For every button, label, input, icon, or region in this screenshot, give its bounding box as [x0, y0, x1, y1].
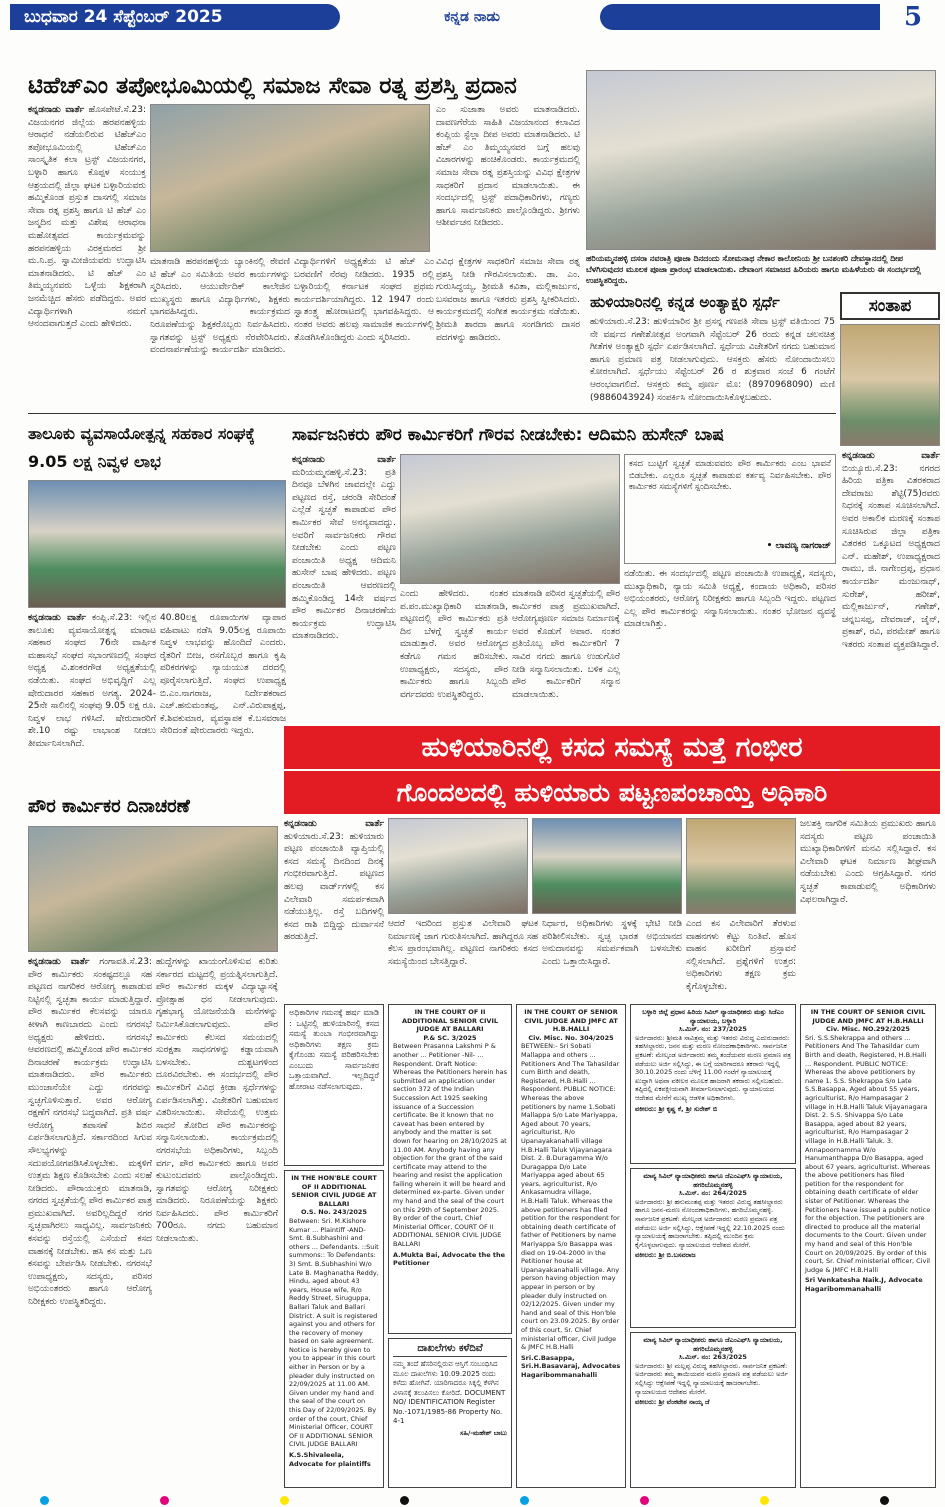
story4-quote-box: [624, 454, 836, 564]
court-notice-1-body: Between: Sri. M.Kishore Kumar ... Plaintiff -AND- Smt. B.Subhashini and others ... Defendants. ::Suit summons:: To Defendants: 3) Smt. B.Subhashini W/o Late B. Maghanatha Reddy, Hindu, aged about 43 years, House wife, R/o Reddy Street, Siruguppa, Ballari Taluk and Ballari District. A suit is registered against you and others for the recovery of money based on sale agreement. Notice is hereby given to you to appear in this court either in Person or by a pleader duly instructed on 22/09/2025 at 11.00 AM. Given under my hand and the seal of the court on this Day of 22/09/2025. By order of the court, Chief Ministerial Officer, COURT OF II ADDITIONAL SENIOR CIVIL JUDGE BALLARI: [289, 1216, 379, 1449]
story6-column-2: ಆದರೆ ಇದರಿಂದ ಪ್ರಸ್ತುತ ವಿಲೇವಾರಿ ಘಟಕ ನಿರ್ಮಾಣಕ್ಕೆ ಜಾಗ ಗುರುತಿಸಲಾಗಿದೆ. ಹಾಗಿದ್ದರೂ ಸಹ ಕೆಲಸ ಪ್ರಾರಂಭವಾಗಿಲ್ಲ. ಪಟ್ಟಣದ ನಾಗರಿಕರು ಕಸದ ಸಮಸ್ಯೆಯಿಂದ ಬೇಸತ್ತಿದ್ದಾರೆ.: [388, 919, 538, 967]
story5-column-1: [28, 956, 152, 1488]
story6-column-4: ಎಂದ ಕಸ ವಿಲೇವಾರಿಗೆ ತೆರಳುವ ವಾಹನಗಳು ಕೆಟ್ಟು ನಿಂತಿವೆ. ಹೊಸ ವಾಹನ ಖರೀದಿಗೆ ಪ್ರಸ್ತಾವನೆ ಸಲ್ಲಿಸಲಾಗಿದೆ. ಪ್ರಶ್ನೆಗಳಿಗೆ ಉತ್ತರ: ಅಧಿಕಾರಿಗಳು ತಕ್ಷಣ ಕ್ರಮ ಕೈಗೊಳ್ಳಬೇಕು.: [686, 919, 796, 992]
story1-text-1: ಹೊಸಪೇಟೆ.ಸೆ.23: ವಿಜಯನಗರ ಜಿಲ್ಲೆಯ ಹರಪನಹಳ್ಳಿಯ ಆರಾಧನೆ ನಡೆಯಲಿರುವ ಟಿಹೆಚ್ಎಂ ತಪೋಭೂಮಿಯಲ್ಲಿ ಟಿಹೆಚ್ಎಂ ಸಾಂಸ್ಕೃತಿಕ ಕಲಾ ಟ್ರಸ್ಟ್ ವಿಜಯನಗರ, ಬಳ್ಳಾರಿ ಹಾಗೂ ಕೊಪ್ಪಳ ಸಂಯುಕ್ತ ಆಶ್ರಯದಲ್ಲಿ ಜಿಲ್ಲಾ ಘಟಕ ಬಳ್ಳಾರಿಯವರು ಹಮ್ಮಿಕೊಂಡ ಪ್ರಸ್ತುತ ದಾಸಗಲ್ಲಿ ಸಮಾಜ ಸೇವಾ ರತ್ನ ಪ್ರಶಸ್ತಿ ಹಾಗೂ ಟಿ ಹೆಚ್ ಎಂ ಜನ್ಮದಿನ ಮತ್ತು ವಿಶೇಷ ಆರಾಧನಾ ಮಹೋತ್ಸವದ ಕಾರ್ಯಕ್ರಮವನ್ನು ಹರಪನಹಳ್ಳಿಯ ವಿರಕ್ತಮಠದ ಶ್ರೀ ಮ.ನಿ.ಪ್ರ. ಸ್ವಾಮೀಜಿಯವರು ಉದ್ಘಾಟಿಸಿ ಮಾತನಾಡಿದರು. ಟಿ ಹೆಚ್ ಎಂ ತಿಮ್ಮಯ್ಯನವರು ಒಳ್ಳೆಯ ಶಿಕ್ಷಕರಾಗಿ ಜನಮೆಚ್ಚಿದ ಹೆಸರು ಪಡೆದಿದ್ದರು. ಅವರ ವಿದ್ಯಾರ್ಥಿಗಳಾಗಿ ನಮಗೆ ಆನಂದವಾಗುತ್ತದೆ ಎಂದು ಹೇಳಿದರು.: [28, 105, 146, 330]
story1-column-2: ಎಂ ಸುಜಾತಾ ಅವರು ಮಾತನಾಡಿದರು. ದಾವಣಗೆರೆಯ ಸಾಹಿತಿ ವಿಜಯಾನಂದ ಕಲಾವಿದ ಕಂಪ್ಲಿಯ ಸ್ಟೆಲ್ಲಾ ದೀಪ ಅವರು ಮಾತನಾಡಿದರು. ಟಿ ಹೆಚ್ ಎಂ ತಿಮ್ಮಯ್ಯನವರ ಬಗ್ಗೆ ಹಲವು ವಿಚಾರಗಳನ್ನು ಹಂಚಿಕೊಂಡರು. ಕಾರ್ಯಕ್ರಮದಲ್ಲಿ ಸಮಾಜ ಸೇವಾ ರತ್ನ ಪ್ರಶಸ್ತಿಯನ್ನು ವಿವಿಧ ಕ್ಷೇತ್ರಗಳ ಸಾಧಕರಿಗೆ ಪ್ರದಾನ ಮಾಡಲಾಯಿತು. ಈ ಸಂದರ್ಭದಲ್ಲಿ ಟ್ರಸ್ಟ್ ಪದಾಧಿಕಾರಿಗಳು, ಗಣ್ಯರು ಹಾಗೂ ಸಾರ್ವಜನಿಕರು ಪಾಲ್ಗೊಂಡಿದ್ದರು. ಶ್ರೀಗಳು ಆಶೀರ್ವಚನ ನೀಡಿದರು.: [436, 105, 580, 229]
story6-byline: ಕನ್ನಡನಾಡು ವಾರ್ತೆ: [284, 819, 384, 829]
registration-dot-yellow-2: [760, 1496, 769, 1505]
story1-photo-temple-pooja: [586, 70, 936, 250]
kannada-court-notice-1-body: ಅರ್ಜಿದಾರರು: ಶ್ರೀಮತಿ ಸಾವಿತ್ರಮ್ಮ ಮತ್ತು ಇತರರು ವಿರುದ್ಧ ಎದುರುದಾರರು: ತಹಸೀಲ್ದಾರರು, ಜನನ ಮತ್ತು ಮರಣ ನೋಂದಣಾಧಿಕಾರಿಗಳು. ಸಾರ್ವಜನಿಕ ಪ್ರಕಟಣೆ: ಮೇಲ್ಕಂಡ ಅರ್ಜಿದಾರರು ತಮ್ಮ ತಂದೆಯವರ ಮರಣ ಪ್ರಮಾಣ ಪತ್ರ ಪಡೆಯಲು ಅರ್ಜಿ ಸಲ್ಲಿಸಿದ್ದು, ಈ ಬಗ್ಗೆ ಯಾರಿಗಾದರೂ ತಕರಾರು ಇದ್ದಲ್ಲಿ 30.10.2025 ರಂದು ಬೆಳಿಗ್ಗೆ 11.00 ಗಂಟೆಗೆ ನ್ಯಾಯಾಲಯಕ್ಕೆ ಖುದ್ದಾಗಿ ಅಥವಾ ವಕೀಲರ ಮೂಲಕ ಹಾಜರಾಗಿ ತಕರಾರು ಸಲ್ಲಿಸಬಹುದು. ತಪ್ಪಿದಲ್ಲಿ ಏಕಪಕ್ಷೀಯವಾಗಿ ತೀರ್ಮಾನಿಸಲಾಗುವುದು. ನ್ಯಾಯಾಲಯದ ಆದೇಶದ ಮೇರೆಗೆ ಮುಖ್ಯ ಆಡಳಿತ ಅಧಿಕಾರಿಗಳು.: [635, 1033, 791, 1102]
court-notice-4-case: Civ. Misc. NO.292/2025: [826, 1025, 910, 1034]
court-notice-3-case: Civ. Misc. No. 304/2025: [528, 1033, 614, 1042]
story4-text-1: ಮರಿಯಮ್ಮನಹಳ್ಳಿ.ಸೆ.23: ಪ್ರತಿ ದಿನವೂ ಬೆಳಗಿನ ಜಾವದಲ್ಲೇ ಎದ್ದು ಪಟ್ಟಣದ ರಸ್ತೆ, ಚರಂಡಿ ಸೇರಿದಂತೆ ಎಲ್ಲೆಡೆ ಸ್ವಚ್ಛತೆ ಕಾಪಾಡುವ ಪೌರ ಕಾರ್ಮಿಕರ ಸೇವೆ ಅನನ್ಯವಾದದ್ದು. ಅವರಿಗೆ ಸಾರ್ವಜನಿಕರು ಗೌರವ ನೀಡಬೇಕು ಎಂದು ಪಟ್ಟಣ ಪಂಚಾಯಿತಿ ಅಧ್ಯಕ್ಷ ಆದಿಮನಿ ಹುಸೇನ್ ಬಾಷ ಹೇಳಿದರು. ಪಟ್ಟಣ ಪಂಚಾಯಿತಿ ಆವರಣದಲ್ಲಿ ಹಮ್ಮಿಕೊಂಡಿದ್ದ 14ನೇ ವರ್ಷದ ಪೌರ ಕಾರ್ಮಿಕರ ದಿನಾಚರಣೆಯ ಕಾರ್ಯಕ್ರಮ ಉದ್ಘಾಟಿಸಿ ಮಾತನಾಡಿದರು.: [292, 467, 396, 642]
story3-column-2: 40.80ಲಕ್ಷ ರೂಪಾಯಿಗಳ ವ್ಯಾಪಾರ ವಹಿವಾಟು ನಡೆಸಿ 9.05ಲಕ್ಷ ರೂಪಾಯಿ ನಿವ್ವಳ ಲಾಭವನ್ನು ಹೊಂದಿದೆ ಎಂದರು. ರೈತರಿಗೆ ಬೀಜ, ರಸಗೊಬ್ಬರ ಹಾಗೂ ಕೃಷಿ ಪರಿಕರಗಳನ್ನು ನ್ಯಾಯಯುತ ದರದಲ್ಲಿ ಪೂರೈಸಲಾಗುತ್ತಿದೆ. ಸಂಘದ ಉಪಾಧ್ಯಕ್ಷ ಬಿ.ಎಂ.ನಾಗರಾಜ, ನಿರ್ದೇಶಕರಾದ ಎಚ್.ಹನುಮಂತಪ್ಪ, ಎನ್.ವಿರುಪಾಕ್ಷಪ್ಪ, ಕೆ.ಶಿವಕುಮಾರ, ವ್ಯವಸ್ಥಾಪಕ ಕೆ.ಬಸವರಾಜ ಸೇರಿದಂತೆ ಷೇರುದಾರರು ಇದ್ದರು.: [160, 613, 286, 737]
story3-byline: ಕನ್ನಡನಾಡು ವಾರ್ತೆ: [28, 613, 86, 623]
lost-documents-sign: ಸಹಿ/-ಮಹೇಶ್ ಬಾಬು: [460, 1428, 507, 1437]
story3-text-1: ಕಂಪ್ಲಿ.ಸೆ.23: ಇಲ್ಲಿನ ತಾಲೂಕು ವ್ಯವಸಾಯೋತ್ಪನ್ನ ಮಾರಾಟ ಸಹಕಾರ ಸಂಘದ 76ನೇ ವಾರ್ಷಿಕ ಮಹಾಸಭೆ ಸಂಘದ ಸಭಾಂಗಣದಲ್ಲಿ ಸಂಘದ ಅಧ್ಯಕ್ಷ ವಿ.ಶಂಕರಗೌಡ ಅಧ್ಯಕ್ಷತೆಯಲ್ಲಿ ನಡೆಯಿತು. ಸಂಘದ ಅಭಿವೃದ್ಧಿಗೆ ಎಲ್ಲ ಷೇರುದಾರರ ಸಹಕಾರ ಅಗತ್ಯ. 2024-25ನೇ ಸಾಲಿನಲ್ಲಿ ಸಂಘವು 9.05 ಲಕ್ಷ ರೂ. ನಿವ್ವಳ ಲಾಭ ಗಳಿಸಿದೆ. ಷೇರುದಾರರಿಗೆ ಶೇ.10 ರಷ್ಟು ಲಾಭಾಂಶ ನೀಡಲು ತೀರ್ಮಾನಿಸಲಾಗಿದೆ.: [28, 613, 156, 749]
story5-column-2: ಹುದ್ದೆಗಳನ್ನು ಖಾಯಂಗೊಳಿಸುವ ಕುರಿತು ಸರ್ಕಾರದ ಮಟ್ಟದಲ್ಲಿ ಪ್ರಯತ್ನಿಸಲಾಗುತ್ತಿದೆ. ಪೌರ ಕಾರ್ಮಿಕರ ಮಕ್ಕಳ ವಿದ್ಯಾಭ್ಯಾಸಕ್ಕೆ ಪ್ರೋತ್ಸಾಹ ಧನ ನೀಡಲಾಗುವುದು. ಗೃಹಭಾಗ್ಯ ಯೋಜನೆಯಡಿ ಮನೆಗಳನ್ನು ನಿರ್ಮಿಸಿಕೊಡಲಾಗುವುದು. ಪೌರ ಕಾರ್ಮಿಕರು ಕೆಲಸದ ಸಮಯದಲ್ಲಿ ಸುರಕ್ಷತಾ ಸಾಧನಗಳನ್ನು ಕಡ್ಡಾಯವಾಗಿ ಬಳಸಬೇಕು. ದುಶ್ಚಟಗಳಿಂದ ದೂರವಿರಬೇಕು. ಈ ಸಂದರ್ಭದಲ್ಲಿ ಪೌರ ಕಾರ್ಮಿಕರಿಗೆ ವಿವಿಧ ಕ್ರೀಡಾ ಸ್ಪರ್ಧೆಗಳನ್ನು ಏರ್ಪಡಿಸಲಾಗಿತ್ತು. ವಿಜೇತರಿಗೆ ಬಹುಮಾನ ವಿತರಿಸಲಾಯಿತು. ಸೇವೆಯಲ್ಲಿ ಉತ್ತಮ ಸಾಧನೆ ತೋರಿದ ಪೌರ ಕಾರ್ಮಿಕರನ್ನು ಸನ್ಮಾನಿಸಲಾಯಿತು. ಕಾರ್ಯಕ್ರಮದಲ್ಲಿ ನಗರಸಭೆಯ ಅಧಿಕಾರಿಗಳು, ಸಿಬ್ಬಂದಿ ವರ್ಗ, ಪೌರ ಕಾರ್ಮಿಕರು ಹಾಗೂ ಅವರ ಕುಟುಂಬದವರು ಪಾಲ್ಗೊಂಡಿದ್ದರು. ಸ್ವಾಗತವನ್ನು ಆರೋಗ್ಯ ನಿರೀಕ್ಷಕರು ಮಾಡಿದರು. ನಿರೂಪಣೆಯನ್ನು ಶಿಕ್ಷಕರು ನಿರ್ವಹಿಸಿದರು. ಪೌರ ಕಾರ್ಮಿಕರಿಗೆ 700ರೂ. ನಗದು ಬಹುಮಾನ ನೀಡಲಾಯಿತು.: [156, 957, 278, 1245]
story4-quote-attribution: • ಲಾವಣ್ಯ ನಾಗರಾಜ್: [766, 541, 831, 551]
story4-byline: ಕನ್ನಡನಾಡು ವಾರ್ತೆ: [292, 455, 396, 465]
header-date: ಬುಧವಾರ 24 ಸೆಪ್ಟೆಂಬರ್ 2025: [10, 4, 340, 30]
story4-column-1: [292, 454, 396, 724]
kannada-court-notice-3-case: ಸಿ.ಮಿಸ್. ನಂ: 263/2025: [679, 1353, 747, 1362]
kannada-court-notice-3-body: ಅರ್ಜಿದಾರರು: ಶ್ರೀ ಮಲ್ಲಪ್ಪ ವಿರುದ್ಧ ತಹಸೀಲ್ದಾರರು. ಸಾರ್ವಜನಿಕ ಪ್ರಕಟಣೆ: ಅರ್ಜಿದಾರರು ತಮ್ಮ ತಾಯಿಯವರ ಮರಣ ಪ್ರಮಾಣ ಪತ್ರ ಪಡೆಯಲು ಅರ್ಜಿ ಸಲ್ಲಿಸಿದ್ದು ಆಕ್ಷೇಪಣೆ ಇದ್ದಲ್ಲಿ ನ್ಯಾಯಾಲಯಕ್ಕೆ ಹಾಜರಾಗಬೇಕು. ನ್ಯಾಯಾಲಯದ ಆದೇಶದ ಮೇರೆಗೆ.: [635, 1361, 788, 1396]
page-header: [0, 0, 945, 34]
story4-column-4: ನಡೆಯಿತು. ಈ ಸಂದರ್ಭದಲ್ಲಿ ಪಟ್ಟಣ ಪಂಚಾಯಿತಿ ಉಪಾಧ್ಯಕ್ಷೆ, ಸದಸ್ಯರು, ಮುಖ್ಯಾಧಿಕಾರಿ, ನ್ಯಾಯ ಸಮಿತಿ ಅಧ್ಯಕ್ಷೆ, ಕಂದಾಯ ಅಧಿಕಾರಿ, ಪರಿಸರ ಅಭಿಯಂತರರು, ಆರೋಗ್ಯ ನಿರೀಕ್ಷಕರು ಹಾಗೂ ಸಿಬ್ಬಂದಿ ಇದ್ದರು. ಪಟ್ಟಣದ ಎಲ್ಲ ಪೌರ ಕಾರ್ಮಿಕರನ್ನು ಸನ್ಮಾನಿಸಲಾಯಿತು. ನಂತರ ಭೋಜನ ವ್ಯವಸ್ಥೆ ಮಾಡಲಾಗಿತ್ತು.: [624, 569, 836, 630]
story5-byline: ಕನ್ನಡನಾಡು ವಾರ್ತೆ: [28, 957, 90, 967]
banner-headline-line-2: ಗೊಂದಲದಲ್ಲಿ ಹುಳಿಯಾರು ಪಟ್ಟಣಪಂಚಾಯ್ತಿ ಅಧಿಕಾರಿ: [284, 771, 940, 814]
obituary-heading: ಸಂತಾಪ: [840, 292, 940, 320]
story4-column-2: ಎಂದು ಹೇಳಿದರು. ನಂತರ ಪ.ಪಂ.ಮುಖ್ಯಾಧಿಕಾರಿ ಮಾತನಾಡಿ, ಪಟ್ಟಣದಲ್ಲಿ ಪೌರ ಕಾರ್ಮಿಕರು ಪ್ರತಿ ದಿನ ಬೆಳಗ್ಗೆ ಸ್ವಚ್ಛತೆ ಕಾರ್ಯ ಮಾಡುತ್ತಾರೆ. ಅವರ ಆರೋಗ್ಯದ ಕಡೆಗೂ ಗಮನ ಹರಿಸಬೇಕು. ಉಪಾಧ್ಯಕ್ಷರು, ಸದಸ್ಯರು, ಪೌರ ಕಾರ್ಮಿಕರು ಹಾಗೂ ಸಿಬ್ಬಂದಿ ವರ್ಗದವರು ಉಪಸ್ಥಿತರಿದ್ದರು.: [400, 589, 508, 700]
court-notice-2-sign: A.Mukta Bai, Advocate the the Petitioner: [393, 1250, 506, 1268]
lost-documents-notice: [388, 1338, 512, 1488]
registration-dot-cyan-2: [520, 1496, 529, 1505]
story6-column-1: [284, 818, 384, 998]
story2-body: ಹುಳಿಯಾರು.ಸೆ.23: ಹುಳಿಯಾರಿನ ಶ್ರೀ ಪ್ರಸನ್ನ ಗಣಪತಿ ಸೇವಾ ಟ್ರಸ್ಟ್ ವತಿಯಿಂದ 75 ನೇ ವರ್ಷದ ಗಣೇಶೋತ್ಸವ ಅಂಗವಾಗಿ ಸೆಪ್ಟೆಂಬರ್ 26 ರಂದು ಕನ್ನಡ ಚಲನಚಿತ್ರ ಗೀತೆಗಳ ಅಂತ್ಯಾಕ್ಷರಿ ಸ್ಪರ್ಧೆ ಏರ್ಪಡಿಸಲಾಗಿದೆ. ಸ್ಪರ್ಧೆಯ ವಿಜೇತರಿಗೆ ನಗದು ಬಹುಮಾನ ಹಾಗೂ ಪ್ರಮಾಣ ಪತ್ರ ನೀಡಲಾಗುವುದು. ಆಸಕ್ತರು ಹೆಸರು ನೋಂದಾಯಿಸಲು ಕೋರಲಾಗಿದೆ. ಸ್ಪರ್ಧೆಯು ಸೆಪ್ಟೆಂಬರ್ 26 ರ ಶುಕ್ರವಾರ ಸಂಜೆ 6 ಗಂಟೆಗೆ ಆರಂಭವಾಗಲಿದೆ. ಆಸಕ್ತರು ಕಮ್ಮ ಪೂರ್ಣ ಮೊ: (8970968090) ಮಣಿ (9886043924) ಸಂಪರ್ಕಿಸಿ ನೋಂದಾಯಿಸಿಕೊಳ್ಳಬಹುದು.: [590, 317, 835, 403]
kannada-court-notice-2-title: ಮಾನ್ಯ ಸಿವಿಲ್ ನ್ಯಾಯಾಧೀಶರು ಹಾಗೂ ಜೆಎಂಎಫ್‌ಸಿ ನ್ಯಾಯಾಲಯ, ಹಗರಿಬೊಮ್ಮನಹಳ್ಳಿ: [643, 1172, 783, 1189]
story6-column-3: ನಿರ್ಧಾರ, ಅಧಿಕಾರಿಗಳು ಸ್ಥಳಕ್ಕೆ ಭೇಟಿ ನೀಡಿ ಪರಿಶೀಲಿಸಬೇಕು. ಸ್ವಚ್ಛ ಭಾರತ ಅಭಿಯಾನದ ಅನುದಾನವನ್ನು ಸಮರ್ಪಕವಾಗಿ ಬಳಸಬೇಕು ಎಂದು ಒತ್ತಾಯಿಸಿದ್ದಾರೆ.: [542, 919, 682, 967]
court-notice-1: [284, 1170, 384, 1488]
court-notice-4-title: IN THE COURT OF SENIOR CIVIL JUDGE AND JMFC AT H.B.HALLI: [810, 1008, 926, 1025]
story1-headline: ಟಿಹೆಚ್ಎಂ ತಪೋಭೂಮಿಯಲ್ಲಿ ಸಮಾಜ ಸೇವಾ ರತ್ನ ಪ್ರಶಸ್ತಿ ಪ್ರದಾನ: [28, 73, 517, 99]
story4-quote-text: ಕಸದ ಬುಟ್ಟಿಗೆ ಸ್ವಚ್ಛತೆ ಮಾಡುವವರು ಪೌರ ಕಾರ್ಮಿಕರು ಎಂಬ ಭಾವನೆ ಬಿಡಬೇಕು. ಎಲ್ಲರೂ ಸ್ವಚ್ಛತೆ ಕಾಪಾಡುವ ಕರ್ತವ್ಯ ನಿರ್ವಹಿಸಬೇಕು. ಪೌರ ಕಾರ್ಮಿಕರ ಸಮಸ್ಯೆಗಳಿಗೆ ಸ್ಪಂದಿಸಬೇಕು.: [629, 459, 831, 492]
kannada-court-notice-3-sign: ವಕೀಲರು: ಶ್ರೀ ವೆಂಕಟೇಶ ನಾಯ್ಕ ಜೆ: [635, 1398, 710, 1407]
court-notice-4: [800, 1004, 936, 1488]
registration-dot-black: [400, 1496, 409, 1505]
page-number: 5: [903, 2, 923, 32]
court-notice-3-title: IN THE COURT OF SENIOR CIVIL JUDGE AND JMFC AT H.B.HALLI: [524, 1008, 618, 1034]
kannada-court-notice-1-title: ಬಳ್ಳಾರಿ ಜಿಲ್ಲೆ ಪ್ರಧಾನ ಹಿರಿಯ ಸಿವಿಲ್ ನ್ಯಾಯಾಧೀಶರು ಮತ್ತು ಸಿಜೆಎಂ ನ್ಯಾಯಾಲಯ, ಬಳ್ಳಾರಿ: [642, 1008, 784, 1025]
story6-photo-garbage-truck: [532, 818, 682, 914]
banner-headline-line-1: ಹುಳಿಯಾರಿನಲ್ಲಿ ಕಸದ ಸಮಸ್ಯೆ ಮತ್ತೆ ಗಂಭೀರ: [284, 726, 940, 769]
story6-column-5: ಜಲಶಕ್ತಿ ನಾಗರಿಕ ಸಮಿತಿಯ ಪ್ರಮುಖರು ಹಾಗೂ ಸದಸ್ಯರು ಪಟ್ಟಣ ಪಂಚಾಯಿತಿ ಮುಖ್ಯಾಧಿಕಾರಿಗಳಿಗೆ ಮನವಿ ಸಲ್ಲಿಸಿದ್ದಾರೆ. ಕಸ ವಿಲೇವಾರಿ ಘಟಕ ನಿರ್ಮಾಣ ಶೀಘ್ರವಾಗಿ ನಡೆಯಬೇಕು ಎಂದು ಆಗ್ರಹಿಸಿದ್ದಾರೆ. ನಗರ ಸ್ವಚ್ಛತೆ ಕಾಪಾಡುವಲ್ಲಿ ಅಧಿಕಾರಿಗಳು ವಿಫಲರಾಗಿದ್ದಾರೆ.: [800, 819, 936, 905]
court-notice-3: [516, 1004, 626, 1488]
story1-photo-caption: ಹರಿಯಮ್ಮನಹಳ್ಳಿ ದಸರಾ ನವರಾತ್ರಿ ಪೂಜಾ ದಿನದಂದು ಸೋಮನಾಥ ನೇಕಾರ ಕಾಲೋನಿಯ ಶ್ರೀ ಬನಶಂಕರಿ ದೇವಸ್ಥಾನದಲ್ಲಿ ದೀಪ ಬೆಳಗಿಸುವುದರ ಮೂಲಕ ಪೂಜಾ ಪ್ರಾರಂಭ ಮಾಡಲಾಯಿತು. ದೇವಾಂಗ ಸಮಾಜದ ಹಿರಿಯರು ಹಾಗೂ ಮಹಿಳೆಯರು ಈ ಸಂದರ್ಭದಲ್ಲಿ ಉಪಸ್ಥಿತರಿದ್ದರು.: [586, 254, 921, 285]
story1-column-4: ವಿದ್ಯಾರ್ಥಿಗಳಿಗೆ ಅಧ್ಯಕ್ಷತೆಯ ಟಿ ಹೆಚ್ ಎಂ ಬರವಣಿಗೆ ನೆರವು ನೀಡಿದರು. 1935 ರಲ್ಲಿ ಬಳ್ಳಾರಿಯಲ್ಲಿ ಕರ್ನಾಟಕ ಸಂಘದ ಪ್ರಥಮ ಕಾರ್ಯದರ್ಶಿಯಾಗಿದ್ದರು. 12 1947 ರಂದು ಸ್ವಾತಂತ್ರ್ಯ ಹೋರಾಟದಲ್ಲಿ ಭಾಗವಹಿಸಿದ್ದರು. ಆ ನಂತರ ಅವರು ಹಲವು ಸಾಮಾಜಿಕ ಕಾರ್ಯಗಳಲ್ಲಿ ತೊಡಗಿಸಿಕೊಂಡಿದ್ದರು ಎಂದು ಸ್ಮರಿಸಿದರು.: [294, 257, 434, 343]
obituary-byline: ಕನ್ನಡನಾಡು ವಾರ್ತೆ: [842, 451, 940, 461]
story3-photo-meeting: [28, 480, 286, 608]
court-notice-2-body: Between Prasanna Lakshmi P & another ... Petitioner -Nil- ... Respondent. Draft Notice: Whereas the Petitioners herein has submitted an application under section 372 of the Indian Succession Act 1925 seeking issuance of a Succession certificate. Be it known that no caveat has been entered by anybody and the matter is set down for hearing on 28/10/2025 at 11.00 AM. Anybody having any objection for the grant of the said certificate may attend to the hearing and resist the application failing wherein it will be heard and determined ex-parte. Given under my hand and the seal of the court on this 29th of September 2025. By order of the court, Chief Ministerial Officer, COURT OF II ADDITIONAL SENIOR CIVIL JUDGE BALLARI: [393, 1042, 507, 1249]
story1-byline: ಕನ್ನಡನಾಡು ವಾರ್ತೆ: [28, 105, 85, 115]
court-notice-3-sign: Sri.C.Basappa, Sri.H.Basavaraj, Advocates Hagaribommanahalli: [521, 1353, 621, 1379]
header-bar: [600, 4, 880, 30]
kannada-court-notice-1-case: ಸಿ.ಮಿಸ್. ನಂ: 237/2025: [679, 1025, 747, 1034]
story3-headline: ತಾಲೂಕು ವ್ಯವಸಾಯೋತ್ಪನ್ನ ಸಹಕಾರ ಸಂಘಕ್ಕೆ 9.05 ಲಕ್ಷ ನಿವ್ವಳ ಲಾಭ: [28, 424, 255, 471]
story6-column-6: ಅಧಿಕಾರಿಗಳ ಗಮನಕ್ಕೆ ಹರ್ಷ ಮಾಡಿ : ಒಟ್ಟಿನಲ್ಲಿ ಹುಳಿಯಾರಿನಲ್ಲಿ ಕಸದ ಸಮಸ್ಯೆ ತುಂಬಾ ಗಂಭೀರವಾಗಿದ್ದು ಅಧಿಕಾರಿಗಳು ತಕ್ಷಣ ಕ್ರಮ ಕೈಗೊಂಡು ಸಮಸ್ಯೆ ಪರಿಹರಿಸಬೇಕು ಎಂಬುದು ಸಾರ್ವಜನಿಕರ ಒತ್ತಾಯವಾಗಿದೆ. ಇಲ್ಲದಿದ್ದರೆ ಹೋರಾಟ ನಡೆಸಲಾಗುವುದು.: [289, 1008, 379, 1091]
court-notice-2-case: P.& SC. 3/2025: [423, 1033, 477, 1042]
kannada-court-notice-2: [630, 1168, 796, 1328]
kannada-court-notice-2-body: ಅರ್ಜಿದಾರರು: ಶ್ರೀ ಹನುಮಂತಪ್ಪ ಮತ್ತು ಇತರರು ವಿರುದ್ಧ ತಹಸೀಲ್ದಾರರು ಹಾಗೂ ಜನನ-ಮರಣ ನೋಂದಣಾಧಿಕಾರಿಗಳು, ಹಗರಿಬೊಮ್ಮನಹಳ್ಳಿ. ಸಾರ್ವಜನಿಕ ಪ್ರಕಟಣೆ: ಮೇಲ್ಕಂಡ ಅರ್ಜಿದಾರರು ಮರಣ ಪ್ರಮಾಣ ಪತ್ರ ಪಡೆಯಲು ಅರ್ಜಿ ಸಲ್ಲಿಸಿದ್ದು, ಆಕ್ಷೇಪಣೆ ಇದ್ದಲ್ಲಿ 22.10.2025 ರಂದು ನ್ಯಾಯಾಲಯಕ್ಕೆ ಹಾಜರಾಗಬೇಕು. ತಪ್ಪಿದಲ್ಲಿ ಮುಂದಿನ ಕ್ರಮ ಕೈಗೊಳ್ಳಲಾಗುವುದು. ನ್ಯಾಯಾಲಯದ ಆದೇಶದ ಮೇರೆಗೆ.: [635, 1197, 785, 1249]
obituary-body: [842, 450, 940, 756]
story6-text-1: ಹುಳಿಯಾರು.ಸೆ.23: ಹುಳಿಯಾರು ಪಟ್ಟಣ ಪಂಚಾಯಿತಿ ವ್ಯಾಪ್ತಿಯಲ್ಲಿ ಕಸದ ಸಮಸ್ಯೆ ದಿನದಿಂದ ದಿನಕ್ಕೆ ಗಂಭೀರವಾಗುತ್ತಿದೆ. ಪಟ್ಟಣದ ಹಲವು ವಾರ್ಡ್‌ಗಳಲ್ಲಿ ಕಸ ವಿಲೇವಾರಿ ಸಮರ್ಪಕವಾಗಿ ನಡೆಯುತ್ತಿಲ್ಲ. ರಸ್ತೆ ಬದಿಗಳಲ್ಲಿ ಕಸದ ರಾಶಿ ಬಿದ್ದಿದ್ದು ದುರ್ವಾಸನೆ ಹರಡುತ್ತಿದೆ.: [284, 831, 384, 943]
kannada-court-notice-1-sign: ವಕೀಲರು: ಶ್ರೀ ಕೃಷ್ಣ ಕೆ, ಶ್ರೀ ಸುರೇಶ್ ಬಿ: [635, 1104, 718, 1113]
kannada-court-notice-1: [630, 1004, 796, 1164]
registration-dot-magenta: [160, 1496, 169, 1505]
story6-column-6-box: [284, 1004, 384, 1166]
court-notice-1-title: IN THE HON'BLE COURT OF II ADDITIONAL SENIOR CIVIL JUDGE AT BALLARI: [291, 1174, 377, 1208]
registration-dot-black-2: [880, 1496, 889, 1505]
story4-headline: ಸಾರ್ವಜನಿಕರು ಪೌರ ಕಾರ್ಮಿಕರಿಗೆ ಗೌರವ ನೀಡಬೇಕು: ಆದಿಮನಿ ಹುಸೇನ್ ಬಾಷ: [292, 425, 724, 445]
story1-column-5: ವಿವಿಧ ಕ್ಷೇತ್ರಗಳ ಸಾಧಕರಿಗೆ ಸಮಾಜ ಸೇವಾ ರತ್ನ ಪ್ರಶಸ್ತಿ ನೀಡಿ ಗೌರವಿಸಲಾಯಿತು. ಡಾ. ಎಂ. ಗುರುಸಿದ್ಧಯ್ಯ, ಶ್ರೀಮತಿ ಕವಿತಾ, ಮಲ್ಲಿಕಾರ್ಜುನ, ಬಸವರಾಜ ಹಾಗೂ ಇತರರು ಪ್ರಶಸ್ತಿ ಸ್ವೀಕರಿಸಿದರು. ಕಾರ್ಯಕ್ರಮದಲ್ಲಿ ಸಂಗೀತ ಕಾರ್ಯಕ್ರಮ ನಡೆಯಿತು. ಶ್ರೀಮತಿ ಶಾರದಾ ಹಾಗೂ ಸಂಗಡಿಗರು ದಾಸರ ಪದಗಳನ್ನು ಹಾಡಿದರು.: [436, 257, 580, 343]
story6-photo-panchayat-office: [388, 818, 528, 914]
story1-column-1: [28, 104, 146, 410]
court-notice-2: [388, 1004, 512, 1334]
court-notice-4-body: Sri. S.S.Shekrappa and others ... Petitioners And The Tahasildar cum Birth and death, Registered, H.B.Halli ... Respondent. PUBLIC NOTICE: Whereas the above petitioners by name 1. S.S. Shekrappa S/o Late S.S.Basappa, Aged about 55 years, agriculturist, R/o Hampasagar 2 village in H.B.Halli Taluk Vijayanagara Dist. 2. S.S. Shivappa S/o Late Basappa, aged about 82 years, agriculturist, R/o Hampasagar 2 village in H.B.Halli Taluk. 3. Annapoornamma W/o Hanumanthappa D/o Basappa, aged about 67 years, agriculturist. Whereas the above petitioners has filed petition for the respondent for obtaining death certificate of elder sister of Petitioner. Whereas the Petitioners have issued a public notice for the objection. The petitioners are directed to produce all the material documents to the Court. Given under my hand and seal of this Hon'ble Court on 20/09/2025. By order of this court, Sr. Chief ministerial officer, Civil Judge & JMFC H.B.Halli: [805, 1033, 931, 1274]
story4-photo-felicitation: [400, 454, 620, 584]
story1-photo-award-ceremony: [150, 104, 430, 252]
court-notice-2-title: IN THE COURT OF II ADDITIONAL SENIOR CIVIL JUDGE AT BALLARI: [401, 1008, 499, 1034]
lost-documents-title: ದಾಖಲೆಗಳು ಕಳೆದಿವೆ: [393, 1342, 507, 1357]
lost-documents-body: ನಮ್ಮ ತಂದೆ ಹೆಸರಿನಲ್ಲಿರುವ ಆಸ್ತಿಗೆ ಸಂಬಂಧಿಸಿದ ಮೂಲ ದಾಖಲೆಗಳು 10.09.2025 ರಂದು ಕಳೆದು ಹೋಗಿವೆ. ಯಾರಿಗಾದರೂ ಸಿಕ್ಕಲ್ಲಿ ಕೆಳಗಿನ ವಿಳಾಸಕ್ಕೆ ತಲುಪಿಸಲು ಕೋರಿದೆ. DOCUMENT NO/ IDENTIFICATION Register No.-1071/1985-86 Property No. 4-1: [393, 1360, 506, 1425]
court-notice-3-body: BETWEEN:- Sri Sobati Mallappa and others ... Petitioners And The Tahasildar cum Birth and death, Registered, H.B.Halli ... Respondent. PUBLIC NOTICE: Whereas the above petitioners by name 1.Sobati Mallappa S/o Late Mariyappa, Aged about 70 years, agriculturist, R/o Upanayakanahalli village H.B.Halli Taluk Vijayanagara Dist. 2. B.Duragamma W/o Duragappa D/o Late Mariyappa aged about 65 years, agriculturist, R/o Ankasamudra village, H.B.Halli Taluk. Whereas the above petitioners has filed petition for the respondent for obtaining death certificate of father of Petitioners by name Mariyappa S/o Basappa was died on 19-04-2000 in the Petitioner house at Upanayakanahalli village. Any person having objection may appear in person or by pleader duly instructed on 02/12/2025. Given under my hand and seal of this Hon'ble court on 23.09.2025. By order of this court, Sr. Chief ministerial officer, Civil Judge & JMFC H.B.Halli: [521, 1042, 620, 1352]
obituary-text: ಬಿಯ್ಯೂರು.ಸೆ.23: ನಗರದ ಹಿರಿಯ ಪತ್ರಿಕಾ ವಿತರಕರಾದ ದೇವರಾಜು ಶೆಟ್ಟಿ(75)ರವರು ನಿಧನಕ್ಕೆ ಸಂತಾಪ ಸೂಚಿಸಲಾಗಿದೆ. ಅವರ ಅಕಾಲಿಕ ಮರಣಕ್ಕೆ ಸಂತಾಪ ಸೂಚಿಸಿರುವ ಜಿಲ್ಲಾ ಪತ್ರಿಕಾ ವಿತರಕರ ಒಕ್ಕೂಟದ ಅಧ್ಯಕ್ಷರಾದ ಎನ್. ಮಹೇಶ್, ಉಪಾಧ್ಯಕ್ಷರಾದ ರಾಮು, ಜಿ. ನಾಗೇಂದ್ರಪ್ಪ, ಪ್ರಧಾನ ಕಾರ್ಯದರ್ಶಿ ಮಂಜುನಾಥ್, ಸುರೇಶ್, ಹರೀಶ್, ಮಲ್ಲಿಕಾರ್ಜುನ್, ಗಣೇಶ್, ಚನ್ನಬಸಪ್ಪ, ದೇವರಾಜ್, ಜೈನ್, ಪ್ರಕಾಶ್, ರವಿ, ಪರಮೇಶ್ ಹಾಗೂ ಇತರರು ಸಂತಾಪ ವ್ಯಕ್ತಪಡಿಸಿದ್ದಾರೆ.: [842, 463, 940, 650]
registration-dot-cyan: [40, 1496, 49, 1505]
section-divider-1: [28, 413, 836, 414]
kannada-court-notice-2-sign: ವಕೀಲರು: ಶ್ರೀ ಬಿ.ಬಸವರಾಜ: [635, 1251, 696, 1260]
registration-dot-yellow: [280, 1496, 289, 1505]
obituary-portrait: [840, 324, 940, 446]
kannada-court-notice-2-case: ಸಿ.ಮಿಸ್. ನಂ: 264/2025: [679, 1189, 747, 1198]
court-notice-4-sign: Sri Venkatesha Naik.J, Advocate Hagaribommanahalli: [805, 1276, 923, 1293]
story3-column-1: [28, 612, 156, 786]
registration-dot-magenta-2: [640, 1496, 649, 1505]
story5-text-1: ಗಂಗಾವತಿ.ಸೆ.23: ಪೌರ ಕಾರ್ಮಿಕರು ಸಂಕಷ್ಟದಲ್ಲೂ ಸಹ ಪಟ್ಟಣದ ನಾಗರಿಕರ ಆರೋಗ್ಯ ಕಾಪಾಡುವ ನಿಟ್ಟಿನಲ್ಲಿ ಸ್ವಚ್ಛತಾ ಕಾರ್ಯ ಮಾಡುತ್ತಿದ್ದಾರೆ. ಪೌರ ಕಾರ್ಮಿಕರ ಕೆಲಸವನ್ನು ಯಾರೂ ಕೀಳಾಗಿ ಕಾಣಬಾರದು ಎಂದು ನಗರಸಭೆ ಅಧ್ಯಕ್ಷರು ಹೇಳಿದರು. ನಗರಸಭೆ ಆವರಣದಲ್ಲಿ ಹಮ್ಮಿಕೊಂಡ ಪೌರ ಕಾರ್ಮಿಕರ ದಿನಾಚರಣೆ ಕಾರ್ಯಕ್ರಮ ಉದ್ಘಾಟಿಸಿ ಮಾತನಾಡಿದರು. ಪೌರ ಕಾರ್ಮಿಕರು ಮುಂಜಾನೆಯೇ ಎದ್ದು ನಗರವನ್ನು ಸ್ವಚ್ಛಗೊಳಿಸುತ್ತಾರೆ. ಅವರ ಆರೋಗ್ಯ ರಕ್ಷಣೆಗೆ ನಗರಸಭೆ ಬದ್ಧವಾಗಿದೆ. ಪ್ರತಿ ವರ್ಷ ಆರೋಗ್ಯ ತಪಾಸಣೆ ಶಿಬಿರ ಏರ್ಪಡಿಸಲಾಗುತ್ತಿದೆ. ಸರ್ಕಾರದಿಂದ ಸಿಗುವ ಸೌಲಭ್ಯಗಳನ್ನು ಸದುಪಯೋಗಪಡಿಸಿಕೊಳ್ಳಬೇಕು. ಮಕ್ಕಳಿಗೆ ಉತ್ತಮ ಶಿಕ್ಷಣ ಕೊಡಿಸಬೇಕು ಎಂದು ಸಲಹೆ ನೀಡಿದರು. ಪೌರಾಯುಕ್ತರು ಮಾತನಾಡಿ, ನಗರದ ಸ್ವಚ್ಛತೆಯಲ್ಲಿ ಪೌರ ಕಾರ್ಮಿಕರ ಪಾತ್ರ ಪ್ರಮುಖವಾಗಿದೆ. ಅವರಿಲ್ಲದಿದ್ದರೆ ನಗರ ಸ್ವಚ್ಛವಾಗಿರಲು ಸಾಧ್ಯವಿಲ್ಲ. ಸಾರ್ವಜನಿಕರು ಕಸವನ್ನು ರಸ್ತೆಯಲ್ಲಿ ಎಸೆಯದೆ ಕಸದ ವಾಹನಕ್ಕೆ ನೀಡಬೇಕು. ಹಸಿ ಕಸ ಮತ್ತು ಒಣ ಕಸವನ್ನು ಬೇರ್ಪಡಿಸಿ ನೀಡಬೇಕು. ನಗರಸಭೆ ಉಪಾಧ್ಯಕ್ಷರು, ಸದಸ್ಯರು, ಪರಿಸರ ಅಭಿಯಂತರರು ಹಾಗೂ ಆರೋಗ್ಯ ನಿರೀಕ್ಷಕರು ಉಪಸ್ಥಿತರಿದ್ದರು.: [28, 957, 152, 1308]
court-notice-1-case: O.S. No. 243/2025: [301, 1208, 367, 1217]
story5-photo-workers: [28, 826, 278, 952]
header-paper-name: ಕನ್ನಡ ನಾಡು: [444, 9, 500, 25]
court-notice-1-sign: K.S.Shivaleela, Advocate for plaintiffs: [289, 1451, 371, 1468]
kannada-court-notice-3-title: ಮಾನ್ಯ ಸಿವಿಲ್ ನ್ಯಾಯಾಧೀಶರು ಹಾಗೂ ಜೆಎಂಎಫ್‌ಸಿ ನ್ಯಾಯಾಲಯ, ಹಗರಿಬೊಮ್ಮನಹಳ್ಳಿ: [643, 1336, 783, 1353]
print-registration-strip: [0, 1494, 945, 1507]
story4-column-3: ಮಾತನಾಡಿ ಪರಿಸರ ಸ್ವಚ್ಛತೆಯಲ್ಲಿ ಪೌರ ಕಾರ್ಮಿಕರ ಪಾತ್ರ ಪ್ರಮುಖವಾಗಿದೆ. ಆರೋಗ್ಯಪೂರ್ಣ ಸಮಾಜ ನಿರ್ಮಾಣಕ್ಕೆ ಅವರ ಕೊಡುಗೆ ಅಪಾರ. ನಂತರ ಪ್ರತಿಯೊಬ್ಬ ಪೌರ ಕಾರ್ಮಿಕರಿಗೆ 7 ಸಾವಿರ ನಗದು ಹಾಗೂ ಉಡುಗೊರೆ ನೀಡಿ ಸನ್ಮಾನಿಸಲಾಯಿತು. ಬಳಿಕ ಎಲ್ಲ ಪೌರ ಕಾರ್ಮಿಕರಿಗೆ ಸನ್ಮಾನ ಮಾಡಲಾಯಿತು.: [512, 589, 620, 700]
story5-headline: ಪೌರ ಕಾರ್ಮಿಕರ ದಿನಾಚರಣೆ: [28, 796, 190, 817]
kannada-court-notice-3: [630, 1332, 796, 1488]
story6-photo-garbage-pile: [686, 818, 796, 914]
story2-headline: ಹುಳಿಯಾರಿನಲ್ಲಿ ಕನ್ನಡ ಅಂತ್ಯಾಕ್ಷರಿ ಸ್ಪರ್ಧೆ: [590, 293, 780, 311]
story1-column-3: ಮಾತನಾಡಿ ಹರಪನಹಳ್ಳಿಯ ಬ್ಯಾಂಕಿನಲ್ಲಿ ಠೇವಣಿ ಟಿ ಹೆಚ್ ಎಂ ಸಮಿತಿಯ ಅವರ ಕಾರ್ಯಗಳನ್ನು ಸ್ಮರಿಸಿದರು. ಆಯುರ್ವೇದಿಕ್ ಕಾಲೇಜಿನ ಮುಖ್ಯಸ್ಥರು ಹಾಗೂ ವಿದ್ಯಾರ್ಥಿಗಳು, ಶಿಕ್ಷಕರು ಭಾಗವಹಿಸಿದ್ದರು. ಕಾರ್ಯಕ್ರಮದ ನಿರೂಪಣೆಯನ್ನು ಶಿಕ್ಷಕರೊಬ್ಬರು ನಿರ್ವಹಿಸಿದರು. ಸ್ವಾಗತವನ್ನು ಟ್ರಸ್ಟ್ ಅಧ್ಯಕ್ಷರು ನೆರವೇರಿಸಿದರು. ವಂದನಾರ್ಪಣೆಯನ್ನು ಕಾರ್ಯದರ್ಶಿ ಮಾಡಿದರು.: [150, 257, 290, 356]
